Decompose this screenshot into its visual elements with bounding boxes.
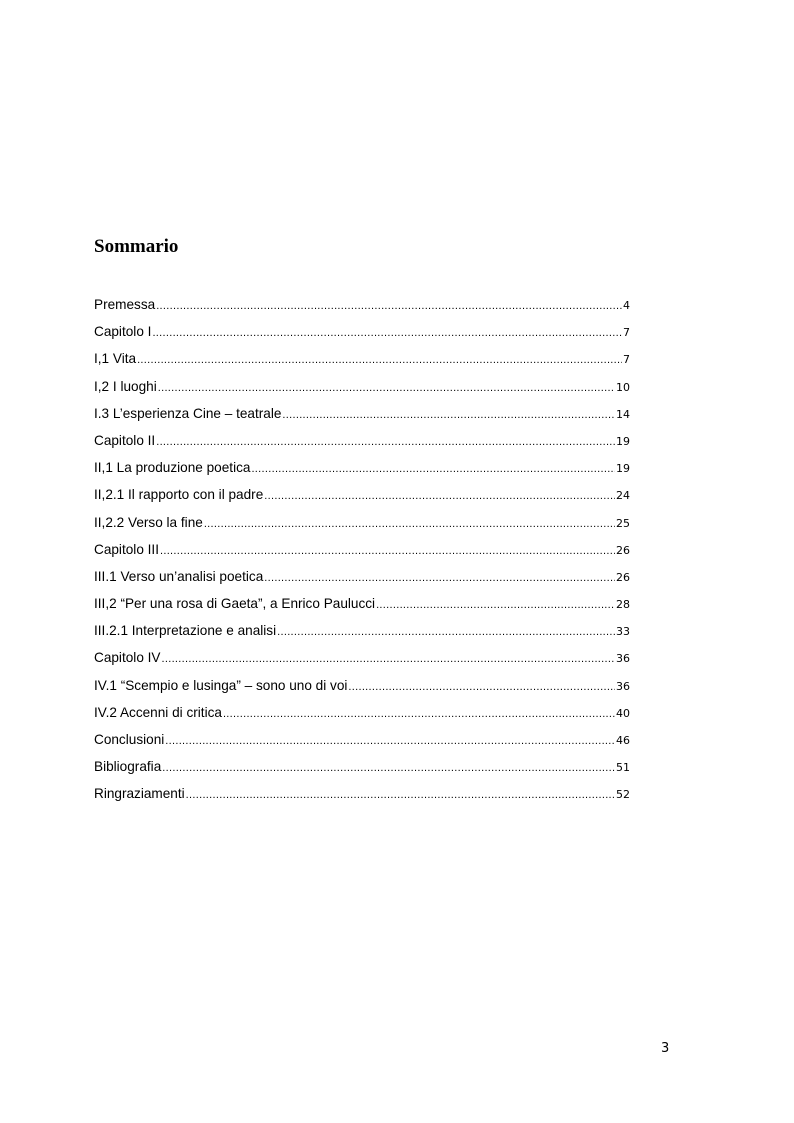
toc-entry[interactable] xyxy=(94,650,630,677)
dot-leader xyxy=(162,762,615,774)
toc-entry[interactable] xyxy=(94,759,630,786)
dot-leader xyxy=(160,545,615,557)
toc-entry-label: Capitolo II xyxy=(94,432,156,448)
toc-entry[interactable] xyxy=(94,678,630,705)
toc-entry-label: Capitolo III xyxy=(94,541,159,557)
toc-entry-label: I,1 Vita xyxy=(94,351,137,367)
toc-entry-page: 36 xyxy=(616,652,630,666)
toc-entry-label: Conclusioni xyxy=(94,732,165,747)
toc-entry-page: 28 xyxy=(616,598,630,612)
toc-entry[interactable] xyxy=(94,705,630,732)
toc-entry-page: 10 xyxy=(616,380,630,394)
toc-entry-page: 24 xyxy=(616,489,630,503)
toc-entry-page: 26 xyxy=(616,570,630,584)
dot-leader xyxy=(348,681,615,693)
toc-entry-page: 51 xyxy=(616,761,630,775)
dot-leader xyxy=(186,789,615,801)
toc-entry-page: 36 xyxy=(616,679,630,693)
toc-entry[interactable] xyxy=(94,460,630,487)
toc-entry[interactable] xyxy=(94,515,630,542)
toc-entry[interactable] xyxy=(94,732,630,759)
toc-entry-label: Ringraziamenti xyxy=(94,786,185,802)
toc-entry-label: Bibliografia xyxy=(94,759,162,775)
dot-leader xyxy=(204,518,615,530)
toc-entry[interactable] xyxy=(94,406,630,433)
toc-entry-label: I,2 I luoghi xyxy=(94,378,157,394)
dot-leader xyxy=(264,490,615,502)
dot-leader xyxy=(156,436,615,448)
toc-entry[interactable] xyxy=(94,542,630,569)
toc-entry-label: Premessa xyxy=(94,297,156,312)
toc-entry[interactable] xyxy=(94,324,630,351)
toc-entry-page: 14 xyxy=(616,407,630,421)
toc-entry-label: I.3 L’esperienza Cine – teatrale xyxy=(94,405,282,421)
toc-entry-label: III.2.1 Interpretazione e analisi xyxy=(94,623,277,639)
toc-entry[interactable] xyxy=(94,596,630,623)
toc-entry-page: 33 xyxy=(616,625,630,639)
dot-leader xyxy=(156,300,622,312)
toc-entry-page: 25 xyxy=(616,516,630,530)
toc-entry-page: 40 xyxy=(616,706,630,720)
dot-leader xyxy=(282,409,615,421)
toc-entry-page: 19 xyxy=(616,434,630,448)
dot-leader xyxy=(158,382,615,394)
toc-entry-label: II,2.1 Il rapporto con il padre xyxy=(94,487,264,503)
toc-entry-label: III.1 Verso un’analisi poetica xyxy=(94,568,264,584)
toc-entry[interactable] xyxy=(94,623,630,650)
toc-entry-page: 52 xyxy=(616,788,630,802)
dot-leader xyxy=(251,463,615,475)
toc-entry[interactable] xyxy=(94,487,630,514)
toc-entry-page: 46 xyxy=(616,734,630,747)
toc-entry-page: 7 xyxy=(623,326,630,340)
toc-entry-label: Capitolo I xyxy=(94,324,152,340)
page-number: 3 xyxy=(661,1041,670,1056)
toc-entry-page: 19 xyxy=(616,462,630,476)
toc-entry[interactable] xyxy=(94,379,630,406)
toc-title: Sommario xyxy=(94,236,179,257)
toc-entry-label: Capitolo IV xyxy=(94,650,161,666)
dot-leader xyxy=(137,354,622,366)
dot-leader xyxy=(162,653,616,665)
toc-entry[interactable] xyxy=(94,433,630,460)
table-of-contents xyxy=(94,297,630,814)
dot-leader xyxy=(277,626,615,638)
dot-leader xyxy=(376,599,615,611)
toc-entry-page: 4 xyxy=(623,299,630,312)
dot-leader xyxy=(223,708,615,720)
toc-entry[interactable] xyxy=(94,569,630,596)
toc-entry-label: IV.2 Accenni di critica xyxy=(94,704,222,720)
toc-entry[interactable] xyxy=(94,786,630,813)
toc-entry[interactable] xyxy=(94,351,630,378)
toc-entry-label: IV.1 “Scempio e lusinga” – sono uno di voi xyxy=(94,677,348,693)
toc-entry-label: II,2.2 Verso la fine xyxy=(94,514,203,530)
dot-leader xyxy=(152,327,622,339)
toc-entry-page: 26 xyxy=(616,543,630,557)
dot-leader xyxy=(165,735,615,747)
toc-entry-label: II,1 La produzione poetica xyxy=(94,460,251,476)
toc-entry-label: III,2 “Per una rosa di Gaeta”, a Enrico Paulucci xyxy=(94,596,376,612)
toc-entry[interactable] xyxy=(94,297,630,324)
toc-entry-page: 7 xyxy=(623,353,630,367)
dot-leader xyxy=(264,572,615,584)
